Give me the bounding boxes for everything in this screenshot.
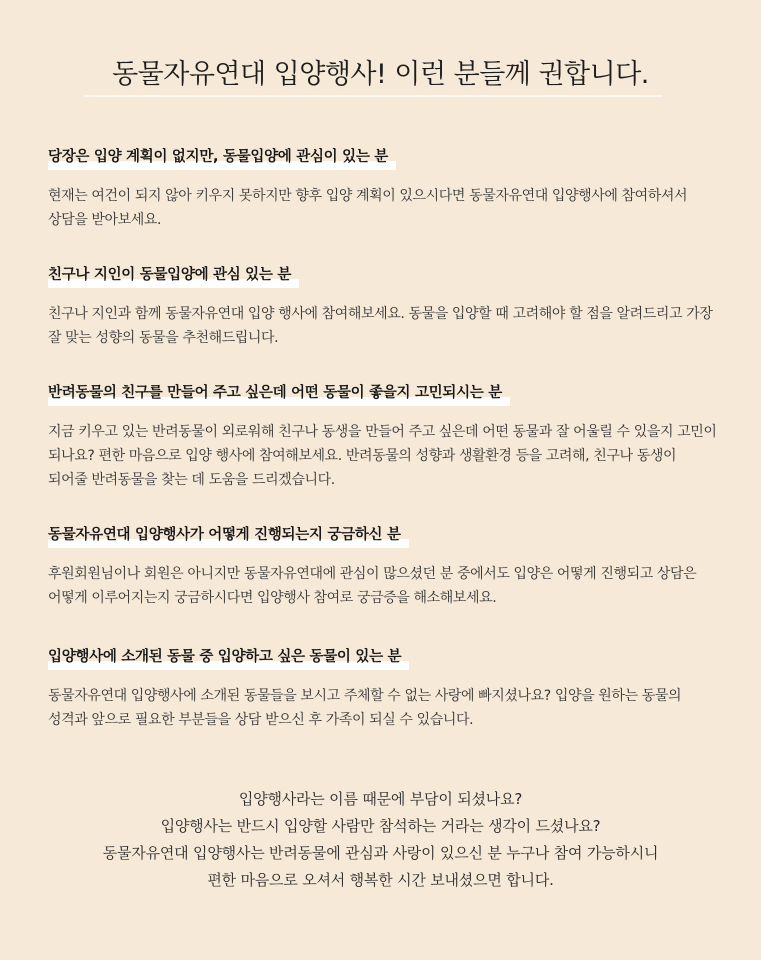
section-heading-wrap bbox=[48, 645, 403, 670]
section-heading-wrap bbox=[48, 381, 504, 406]
section-body: 친구나 지인과 함께 동물자유연대 입양 행사에 참여해보세요. 동물을 입양할 때 고려해야 할 점을 알려드리고 가장 잘 맞는 성향의 동물을 추천해드립니다. bbox=[48, 306, 713, 346]
section-body: 현재는 여건이 되지 않아 키우지 못하지만 향후 입양 계획이 있으시다면 동물자유연대 입양행사에 참여하셔서 상담을 받아보세요. bbox=[48, 188, 688, 228]
title-underline bbox=[84, 95, 662, 97]
section-heading: 동물자유연대 입양행사가 어떻게 진행되는지 궁금하신 분 bbox=[48, 527, 401, 543]
section-body: 동물자유연대 입양행사에 소개된 동물들을 보시고 주체할 수 없는 사랑에 빠지셨나요? 입양을 원하는 동물의 성격과 앞으로 필요한 부분들을 상담 받으신 후 가족이 되실 수 있습니다. bbox=[48, 688, 682, 728]
section-no-plan-yet bbox=[48, 145, 718, 232]
section-want-to-adopt bbox=[48, 645, 718, 732]
closing-line: 입양행사는 반드시 입양할 사람만 참석하는 거라는 생각이 드셨나요? bbox=[160, 817, 601, 835]
closing-line: 편한 마음으로 오셔서 행복한 시간 보내셨으면 합니다. bbox=[207, 871, 554, 889]
section-heading-wrap bbox=[48, 523, 403, 548]
closing-line: 동물자유연대 입양행사는 반려동물에 관심과 사랑이 있으신 분 누구나 참여 가능하시니 bbox=[102, 844, 659, 862]
section-heading: 당장은 입양 계획이 없지만, 동물입양에 관심이 있는 분 bbox=[48, 149, 388, 165]
section-friend-interested bbox=[48, 263, 718, 350]
section-heading-wrap bbox=[48, 263, 293, 288]
section-body: 지금 키우고 있는 반려동물이 외로워해 친구나 동생을 만들어 주고 싶은데 어떤 동물과 잘 어울릴 수 있을지 고민이 되나요? 편한 마음으로 입양 행사에 참여해보세요. 반려동물의 성향과 생활환경 등을 고려해, 친구나 동생이 되어줄 반려동물을 찾는 데 도움을 드리겠습니다. bbox=[48, 424, 717, 488]
section-body: 후원회원님이나 회원은 아니지만 동물자유연대에 관심이 많으셨던 분 중에서도 입양은 어떻게 진행되고 상담은 어떻게 이루어지는지 궁금하시다면 입양행사 참여로 궁금증을 해소해보세요. bbox=[48, 566, 697, 606]
section-companion-for-pet bbox=[48, 381, 718, 492]
section-heading: 반려동물의 친구를 만들어 주고 싶은데 어떤 동물이 좋을지 고민되시는 분 bbox=[48, 385, 502, 401]
closing-message bbox=[0, 786, 761, 894]
section-curious-process bbox=[48, 523, 718, 610]
section-heading-wrap bbox=[48, 145, 390, 170]
section-heading: 입양행사에 소개된 동물 중 입양하고 싶은 동물이 있는 분 bbox=[48, 649, 402, 665]
section-heading: 친구나 지인이 동물입양에 관심 있는 분 bbox=[48, 267, 292, 283]
page-title: 동물자유연대 입양행사! 이런 분들께 권합니다. bbox=[112, 59, 649, 90]
closing-line: 입양행사라는 이름 때문에 부담이 되셨나요? bbox=[238, 790, 523, 808]
